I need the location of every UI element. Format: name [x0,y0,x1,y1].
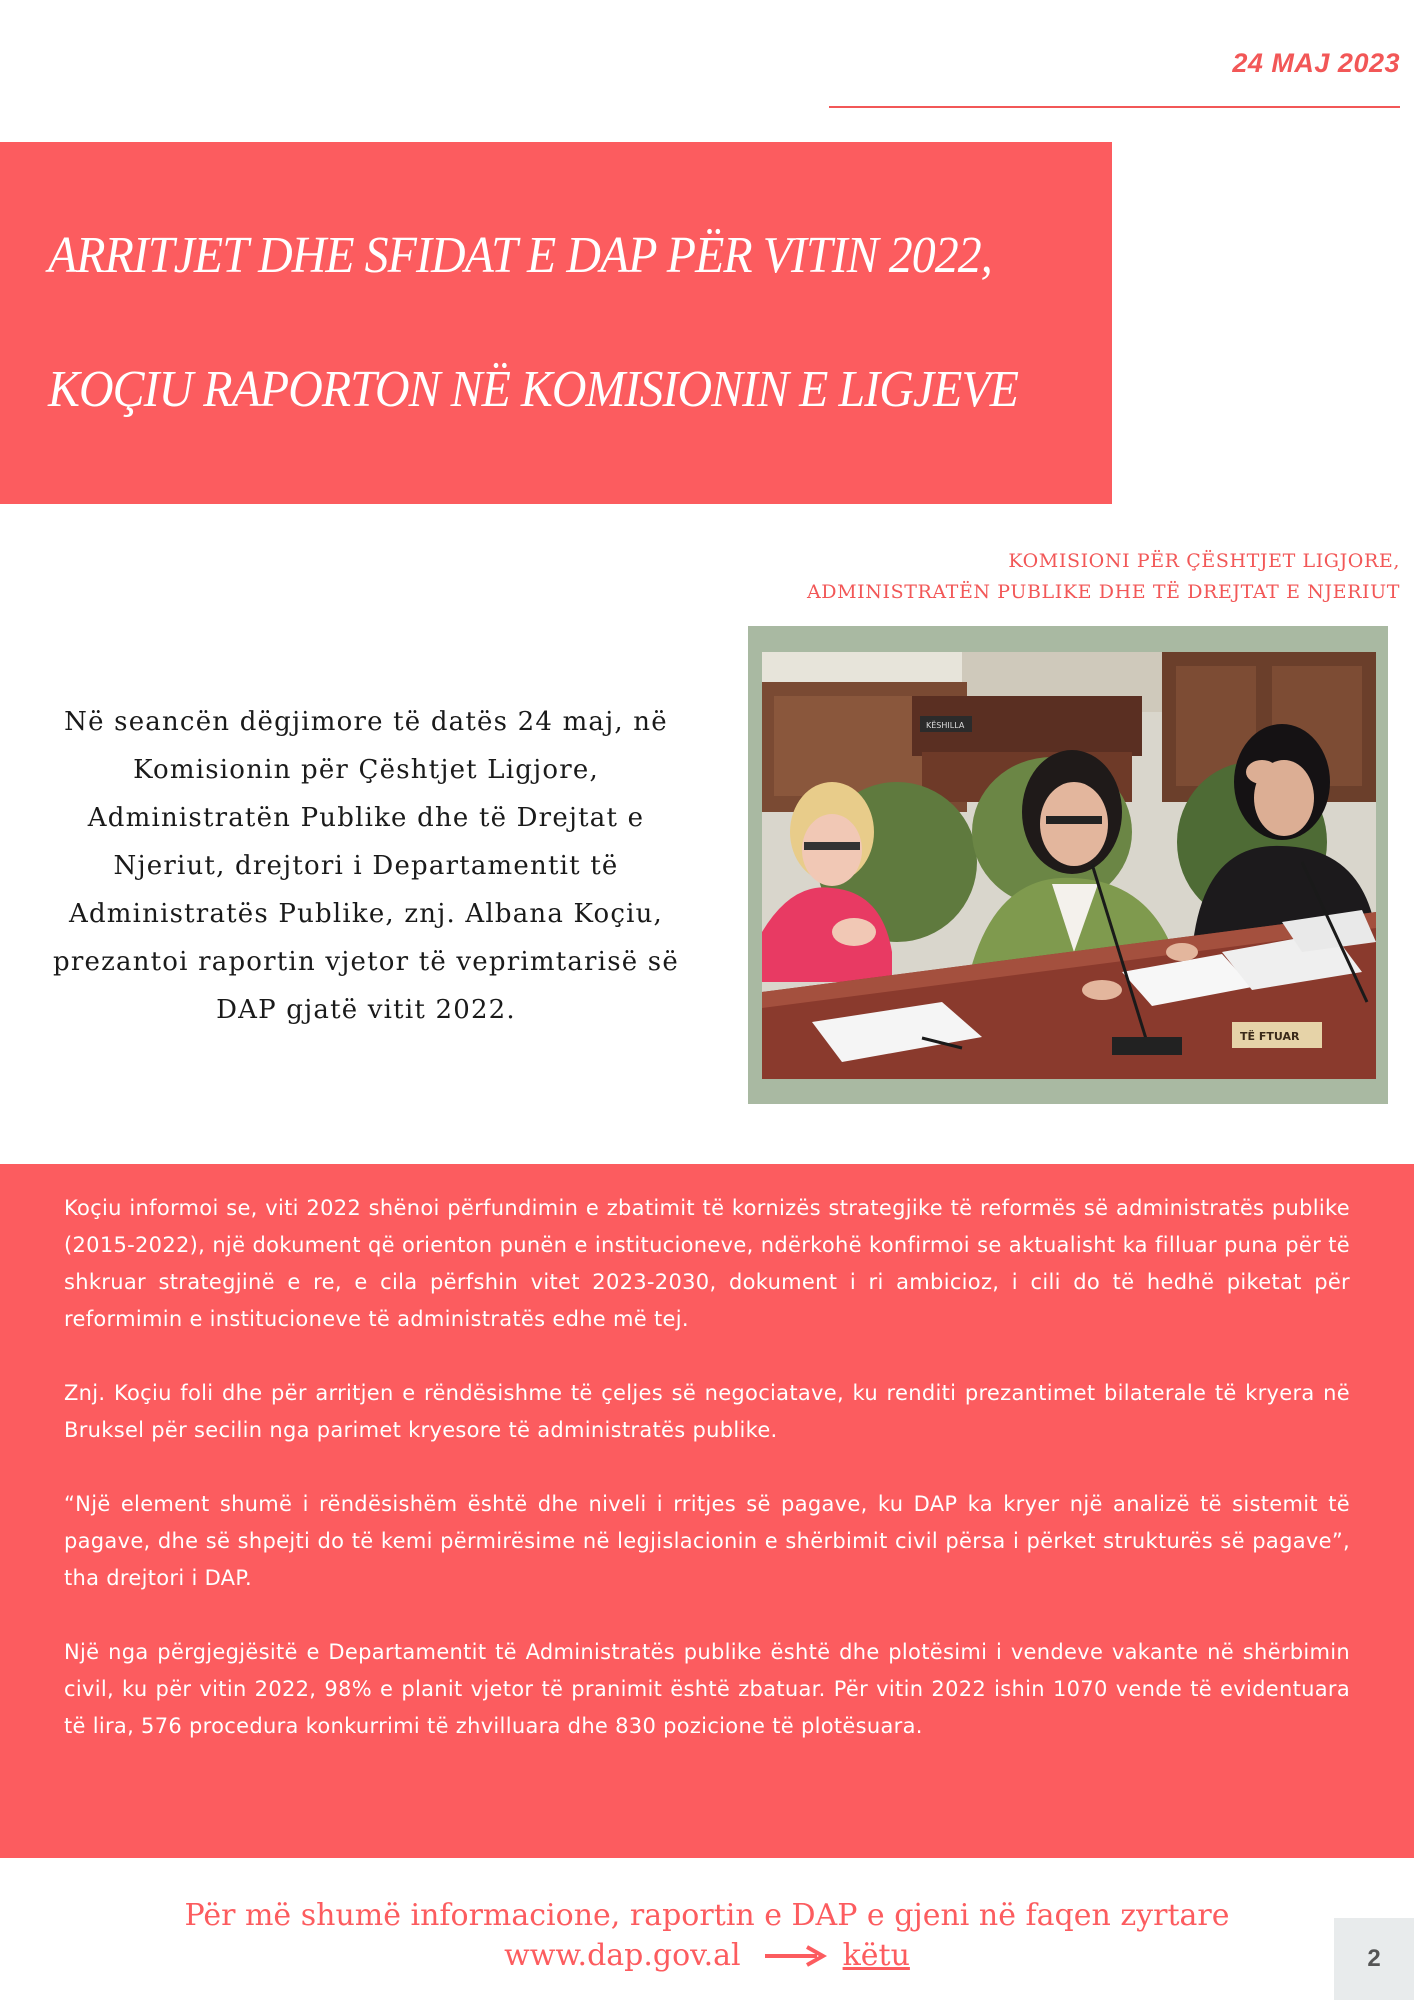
committee-caption-line-2: ADMINISTRATËN PUBLIKE DHE TË DREJTAT E NJERIUT [806,581,1400,603]
footer-info-text: Për më shumë informacione, raportin e DAP e gjeni në faqen zyrtare [184,1898,1230,1933]
hearing-photo [762,652,1376,1079]
body-paragraph-2: Znj. Koçiu foli dhe për arritjen e rëndësishme të çeljes së negociatave, ku renditi prezantimet bilaterale të kryera në Bruksel për secilin nga parimet kryesore të administratës publike. [64,1381,1350,1442]
committee-caption-line-1: KOMISIONI PËR ÇËSHTJET LIGJORE, [1008,550,1400,572]
arrow-right-icon [765,1940,827,1975]
back-nameplate-text: KËSHILLA [926,721,965,730]
page-number: 2 [1334,1918,1414,2000]
intro-paragraph: Në seancën dëgjimore të datës 24 maj, në Komisionin për Çështjet Ligjore, Administratën Publike dhe të Drejtat e Njeriut, drejtori i Departamentit të Administratës Publike, znj. Albana Koçiu, prezantoi raportin vjetor të veprimtarisë së DAP gjatë vitit 2022. [53,707,679,1025]
footer-link-row [0,1938,1414,1975]
header-divider [829,106,1400,108]
publication-date: 24 MAJ 2023 [1232,48,1400,78]
committee-caption [807,546,1400,608]
body-paragraph-1: Koçiu informoi se, viti 2022 shënoi përfundimin e zbatimit të kornizës strategjike të reformës së administratës publike (2015-2022), një dokument që orienton punën e institucioneve, ndërkohë konfirmoi se aktualisht ka filluar puna për të shkruar strategjinë e re, e cila përfshin vitet 2023-2030, dokument i ri ambicioz, i cili do të hedhë piketat për reformimin e institucioneve të administratës edhe më tej. [64,1196,1350,1331]
photo-frame [748,626,1388,1104]
hearing-photo-illustration [762,652,1376,1079]
page-title-line-1: ARRITJET DHE SFIDAT E DAP PËR VITIN 2022, [48,227,992,284]
front-nameplate-text: TË FTUAR [1240,1030,1300,1043]
body-paragraph-3: “Një element shumë i rëndësishëm është dhe niveli i rritjes së pagave, ku DAP ka kryer një analizë të sistemit të pagave, dhe së shpejti do të kemi përmirësime në legjislacionin e shërbimit civil përsa i përket strukturës së pagave”, tha drejtori i DAP. [64,1492,1350,1590]
body-text [64,1190,1350,1782]
title-banner [0,142,1112,504]
footer-url[interactable]: www.dap.gov.al [504,1938,741,1973]
body-paragraph-4: Një nga përgjegjësitë e Departamentit të Administratës publike është dhe plotësimi i vendeve vakante në shërbimin civil, ku për vitin 2022, 98% e planit vjetor të pranimit është zbatuar. Për vitin 2022 ishin 1070 vende të evidentuara të lira, 576 procedura konkurrimi të zhvilluara dhe 830 pozicione të plotësuara. [64,1640,1350,1738]
page-title-line-2: KOÇIU RAPORTON NË KOMISIONIN E LIGJEVE [48,361,1019,418]
footer-here-link[interactable]: këtu [842,1938,910,1973]
